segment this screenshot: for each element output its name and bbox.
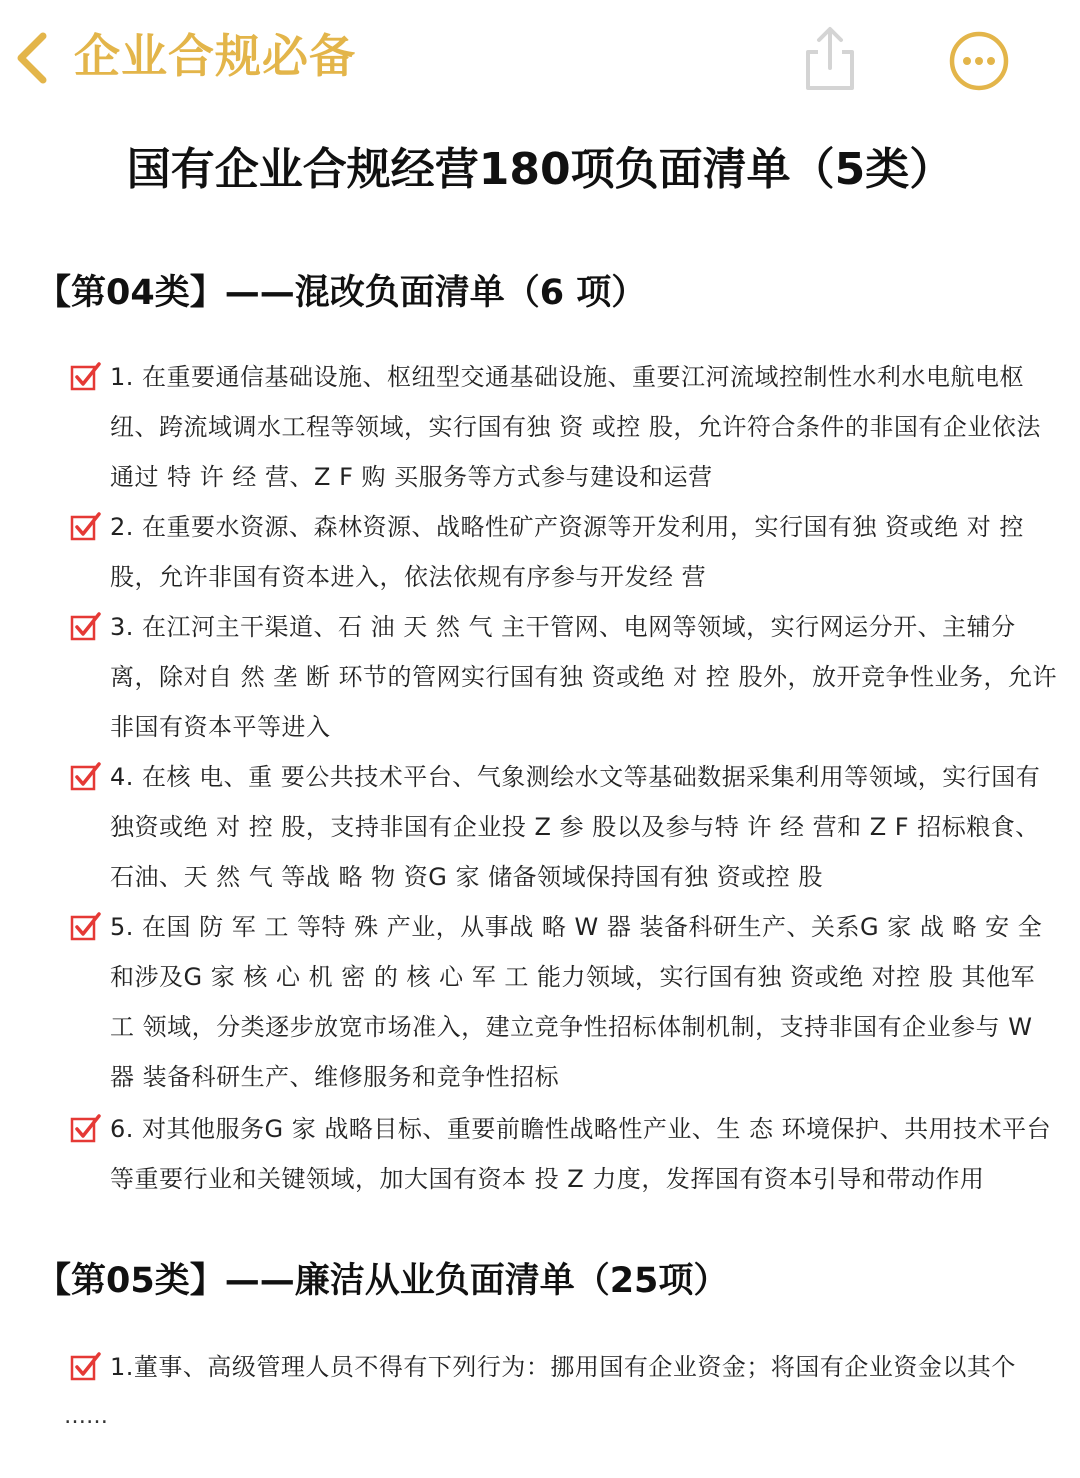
more-button[interactable] [948,30,1010,92]
share-button[interactable] [800,22,860,94]
checkbox-checked-icon [70,611,102,643]
list-item-text: 1.董事、高级管理人员不得有下列行为：挪用国有企业资金；将国有企业资金以其个 [110,1353,1016,1381]
list-item-text: 3. 在江河主干渠道、石 油 天 然 气 主干管网、电网等领域，实行网运分开、主辅分离，除对自 然 垄 断 环节的管网实行国有独 资或绝 对 控 股外，放开竞争性业务，允许非国有资本平等进入 [110,613,1058,741]
list-item-text: 2. 在重要水资源、森林资源、战略性矿产资源等开发利用，实行国有独 资或绝 对 控股，允许非国有资本进入，依法依规有序参与开发经 营 [110,513,1024,591]
chevron-left-icon [15,30,49,86]
section-title-04: 【第04类】——混改负面清单（6 项） [36,273,647,313]
checkbox-checked-icon [70,1351,102,1383]
nav-title: 企业合规必备 [74,29,356,83]
more-icon [948,30,1010,92]
section-title-05: 【第05类】——廉洁从业负面清单（25项） [36,1261,729,1301]
list-item-text: 5. 在国 防 军 工 等特 殊 产业，从事战 略 W 器 装备科研生产、关系G 家 战 略 安 全和涉及G 家 核 心 机 密 的 核 心 军 工 能力领域，实行国有独 资或绝 对控 股 其他军 工 领域，分类逐步放宽市场准入，建立竞争性招标体制机制，支持非国有企业参与 W 器 装备科研生产、维修服务和竞争性招标 [110,913,1043,1091]
ellipsis-text: …… [64,1404,108,1429]
navigation-bar [0,0,1080,115]
checkbox-checked-icon [70,761,102,793]
checkbox-checked-icon [70,361,102,393]
document-title: 国有企业合规经营180项负面清单（5类） [126,144,954,195]
back-button[interactable] [12,28,52,88]
share-icon [800,22,860,94]
checkbox-checked-icon [70,511,102,543]
checkbox-checked-icon [70,911,102,943]
list-item-text: 6. 对其他服务G 家 战略目标、重要前瞻性战略性产业、生 态 环境保护、共用技术平台等重要行业和关键领域，加大国有资本 投 Z 力度，发挥国有资本引导和带动作用 [110,1115,1052,1193]
checkbox-checked-icon [70,1113,102,1145]
list-item-text: 1. 在重要通信基础设施、枢纽型交通基础设施、重要江河流域控制性水利水电航电枢纽、跨流域调水工程等领域，实行国有独 资 或控 股，允许符合条件的非国有企业依法通过 特 许 经 营、Z F 购 买服务等方式参与建设和运营 [110,363,1041,491]
list-item-text: 4. 在核 电、重 要公共技术平台、气象测绘水文等基础数据采集利用等领域，实行国有独资或绝 对 控 股，支持非国有企业投 Z 参 股以及参与特 许 经 营和 Z F 招标粮食、石油、天 然 气 等战 略 物 资G 家 储备领域保持国有独 资或控 股 [110,763,1041,891]
